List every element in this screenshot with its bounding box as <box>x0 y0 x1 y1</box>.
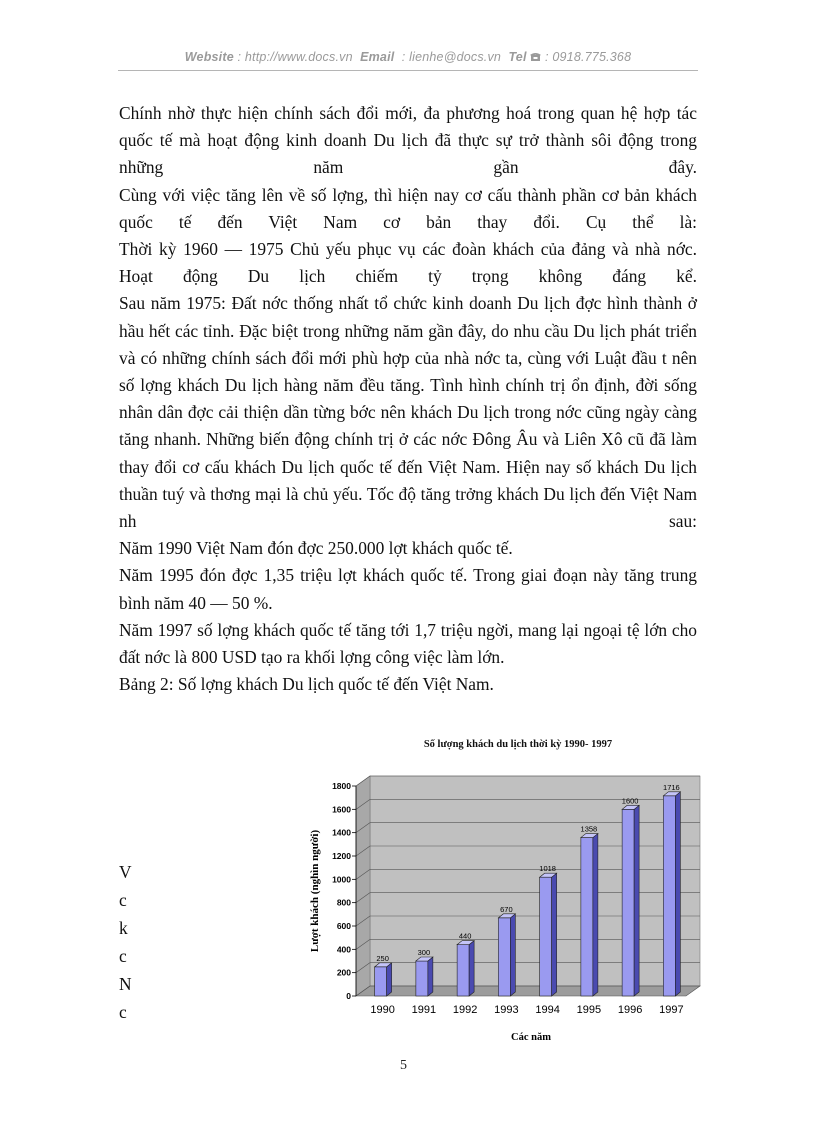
chart-side-wall <box>356 776 370 996</box>
clipped-line: N <box>119 974 132 994</box>
y-tick-label: 0 <box>346 991 351 1001</box>
x-axis-label: Các năm <box>511 1032 551 1043</box>
bar-1992 <box>457 945 469 996</box>
x-tick-label: 1995 <box>576 1004 602 1016</box>
y-tick-label: 200 <box>336 967 351 978</box>
bar-side <box>469 941 474 996</box>
clipped-text-behind-chart <box>119 858 141 1028</box>
paragraph-2: Cùng với việc tăng lên về số lợng, thì hiện nay cơ cấu thành phần cơ bản khách quốc tế đến Việt Nam cơ bản thay đổi. Cụ thể là: <box>119 184 697 232</box>
data-label: 1358 <box>580 824 598 834</box>
x-tick-label: 1997 <box>659 1004 684 1016</box>
y-tick-label: 1000 <box>332 874 351 885</box>
document-body <box>119 100 697 698</box>
paragraph-5: Năm 1990 Việt Nam đón đợc 250.000 lợt khách quốc tế. <box>119 538 513 559</box>
clipped-line: c <box>119 890 127 910</box>
data-label: 1716 <box>663 782 680 792</box>
y-tick-label: 1200 <box>332 851 351 861</box>
bar-1995 <box>581 838 593 996</box>
bar-side <box>634 805 639 996</box>
x-tick-label: 1996 <box>617 1004 643 1016</box>
bar-side <box>675 792 680 996</box>
clipped-line: c <box>119 1002 127 1022</box>
x-tick-label: 1993 <box>494 1004 519 1016</box>
clipped-line: c <box>119 946 127 966</box>
paragraph-3: Thời kỳ 1960 — 1975 Chủ yếu phục vụ các đoàn khách của đảng và nhà nớc. Hoạt động Du lịch chiếm tỷ trọng không đáng kể. <box>119 239 697 287</box>
x-tick-label: 1991 <box>411 1004 437 1016</box>
clipped-line: V <box>119 862 132 882</box>
page-number: 5 <box>400 1058 407 1073</box>
y-tick-label: 400 <box>336 944 351 955</box>
website-label: Website <box>184 50 234 64</box>
bar-side <box>552 873 557 996</box>
bar-1990 <box>375 967 387 996</box>
data-label: 670 <box>500 904 513 914</box>
header-divider <box>118 70 698 71</box>
page-header: Website : http://www.docs.vn Email : lienhe@docs.vn Tel : 0918.775.368 <box>184 50 632 64</box>
y-tick-label: 1800 <box>332 781 351 791</box>
data-label: 250 <box>376 953 389 963</box>
data-label: 1018 <box>539 864 556 874</box>
email-label: Email <box>360 50 395 64</box>
paragraph-7: Năm 1997 số lợng khách quốc tế tăng tới 1,7 triệu ngời, mang lại ngoại tệ lớn cho đất nớc là 800 USD tạo ra khối lợng công việc làm lớn. <box>119 619 697 668</box>
y-tick-label: 800 <box>336 897 351 908</box>
bar-1997 <box>663 796 675 996</box>
bar-side <box>593 834 598 996</box>
bar-1993 <box>498 918 510 996</box>
x-tick-label: 1994 <box>535 1004 560 1016</box>
bar-side <box>428 957 433 996</box>
y-tick-label: 1600 <box>332 804 351 815</box>
bar-1994 <box>540 877 552 996</box>
paragraph-4: Sau năm 1975: Đất nớc thống nhất tổ chức kinh doanh Du lịch đợc hình thành ở hầu hết các tỉnh. Đặc biệt trong những năm gần đây, do nhu cầu Du lịch phát triển và có những chính sách đổi mới phù hợp của nhà nớc ta, cùng với Luật đầu t nên số lợng khách Du lịch hàng năm đều tăng. Tình hình chính trị ổn định, đời sống nhân dân đợc cải thiện dần từng bớc nên khách Du lịch trong nớc cũng ngày càng tăng nhanh. Những biến động chính trị ở các nớc Đông Âu và Liên Xô cũ đã làm thay đổi cơ cấu khách Du lịch quốc tế đến Việt Nam. Hiện nay số khách Du lịch thuần tuý và thơng mại là chủ yếu. Tốc độ tăng trởng khách Du lịch đến Việt Nam nh sau: <box>119 293 697 532</box>
table-caption: Bảng 2: Số lợng khách Du lịch quốc tế đến Việt Nam. <box>119 674 494 695</box>
y-axis-label: Lượt khách (nghìn người) <box>309 829 321 953</box>
data-label: 1600 <box>621 796 639 806</box>
bar-1991 <box>416 961 428 996</box>
bar-side <box>510 914 515 996</box>
clipped-line: k <box>119 918 128 938</box>
website-link[interactable]: http://www.docs.vn <box>244 50 353 64</box>
x-tick-label: 1992 <box>452 1004 478 1016</box>
email-link[interactable]: lienhe@docs.vn <box>409 50 502 64</box>
chart-title: Số lượng khách du lịch thời kỳ 1990- 1997 <box>423 739 613 750</box>
y-tick-label: 600 <box>336 921 351 931</box>
tel-value: 0918.775.368 <box>552 50 632 64</box>
chart-floor <box>356 986 700 996</box>
paragraph-1: Chính nhờ thực hiện chính sách đổi mới, đa phương hoá trong quan hệ hợp tác quốc tế mà hoạt động kinh doanh Du lịch đã thực sự trở thành sôi động trong những năm gần đây. <box>119 103 697 178</box>
y-tick-label: 1400 <box>332 827 351 838</box>
bar-chart <box>296 764 716 1044</box>
paragraph-6: Năm 1995 đón đợc 1,35 triệu lợt khách quốc tế. Trong giai đoạn này tăng trung bình năm 40 — 50 %. <box>119 565 697 613</box>
x-tick-label: 1990 <box>370 1004 395 1016</box>
tel-label: Tel <box>508 50 527 64</box>
data-label: 440 <box>458 931 472 941</box>
phone-icon <box>530 50 541 64</box>
bar-side <box>387 963 392 996</box>
data-label: 300 <box>417 948 431 957</box>
bar-1996 <box>622 809 634 996</box>
